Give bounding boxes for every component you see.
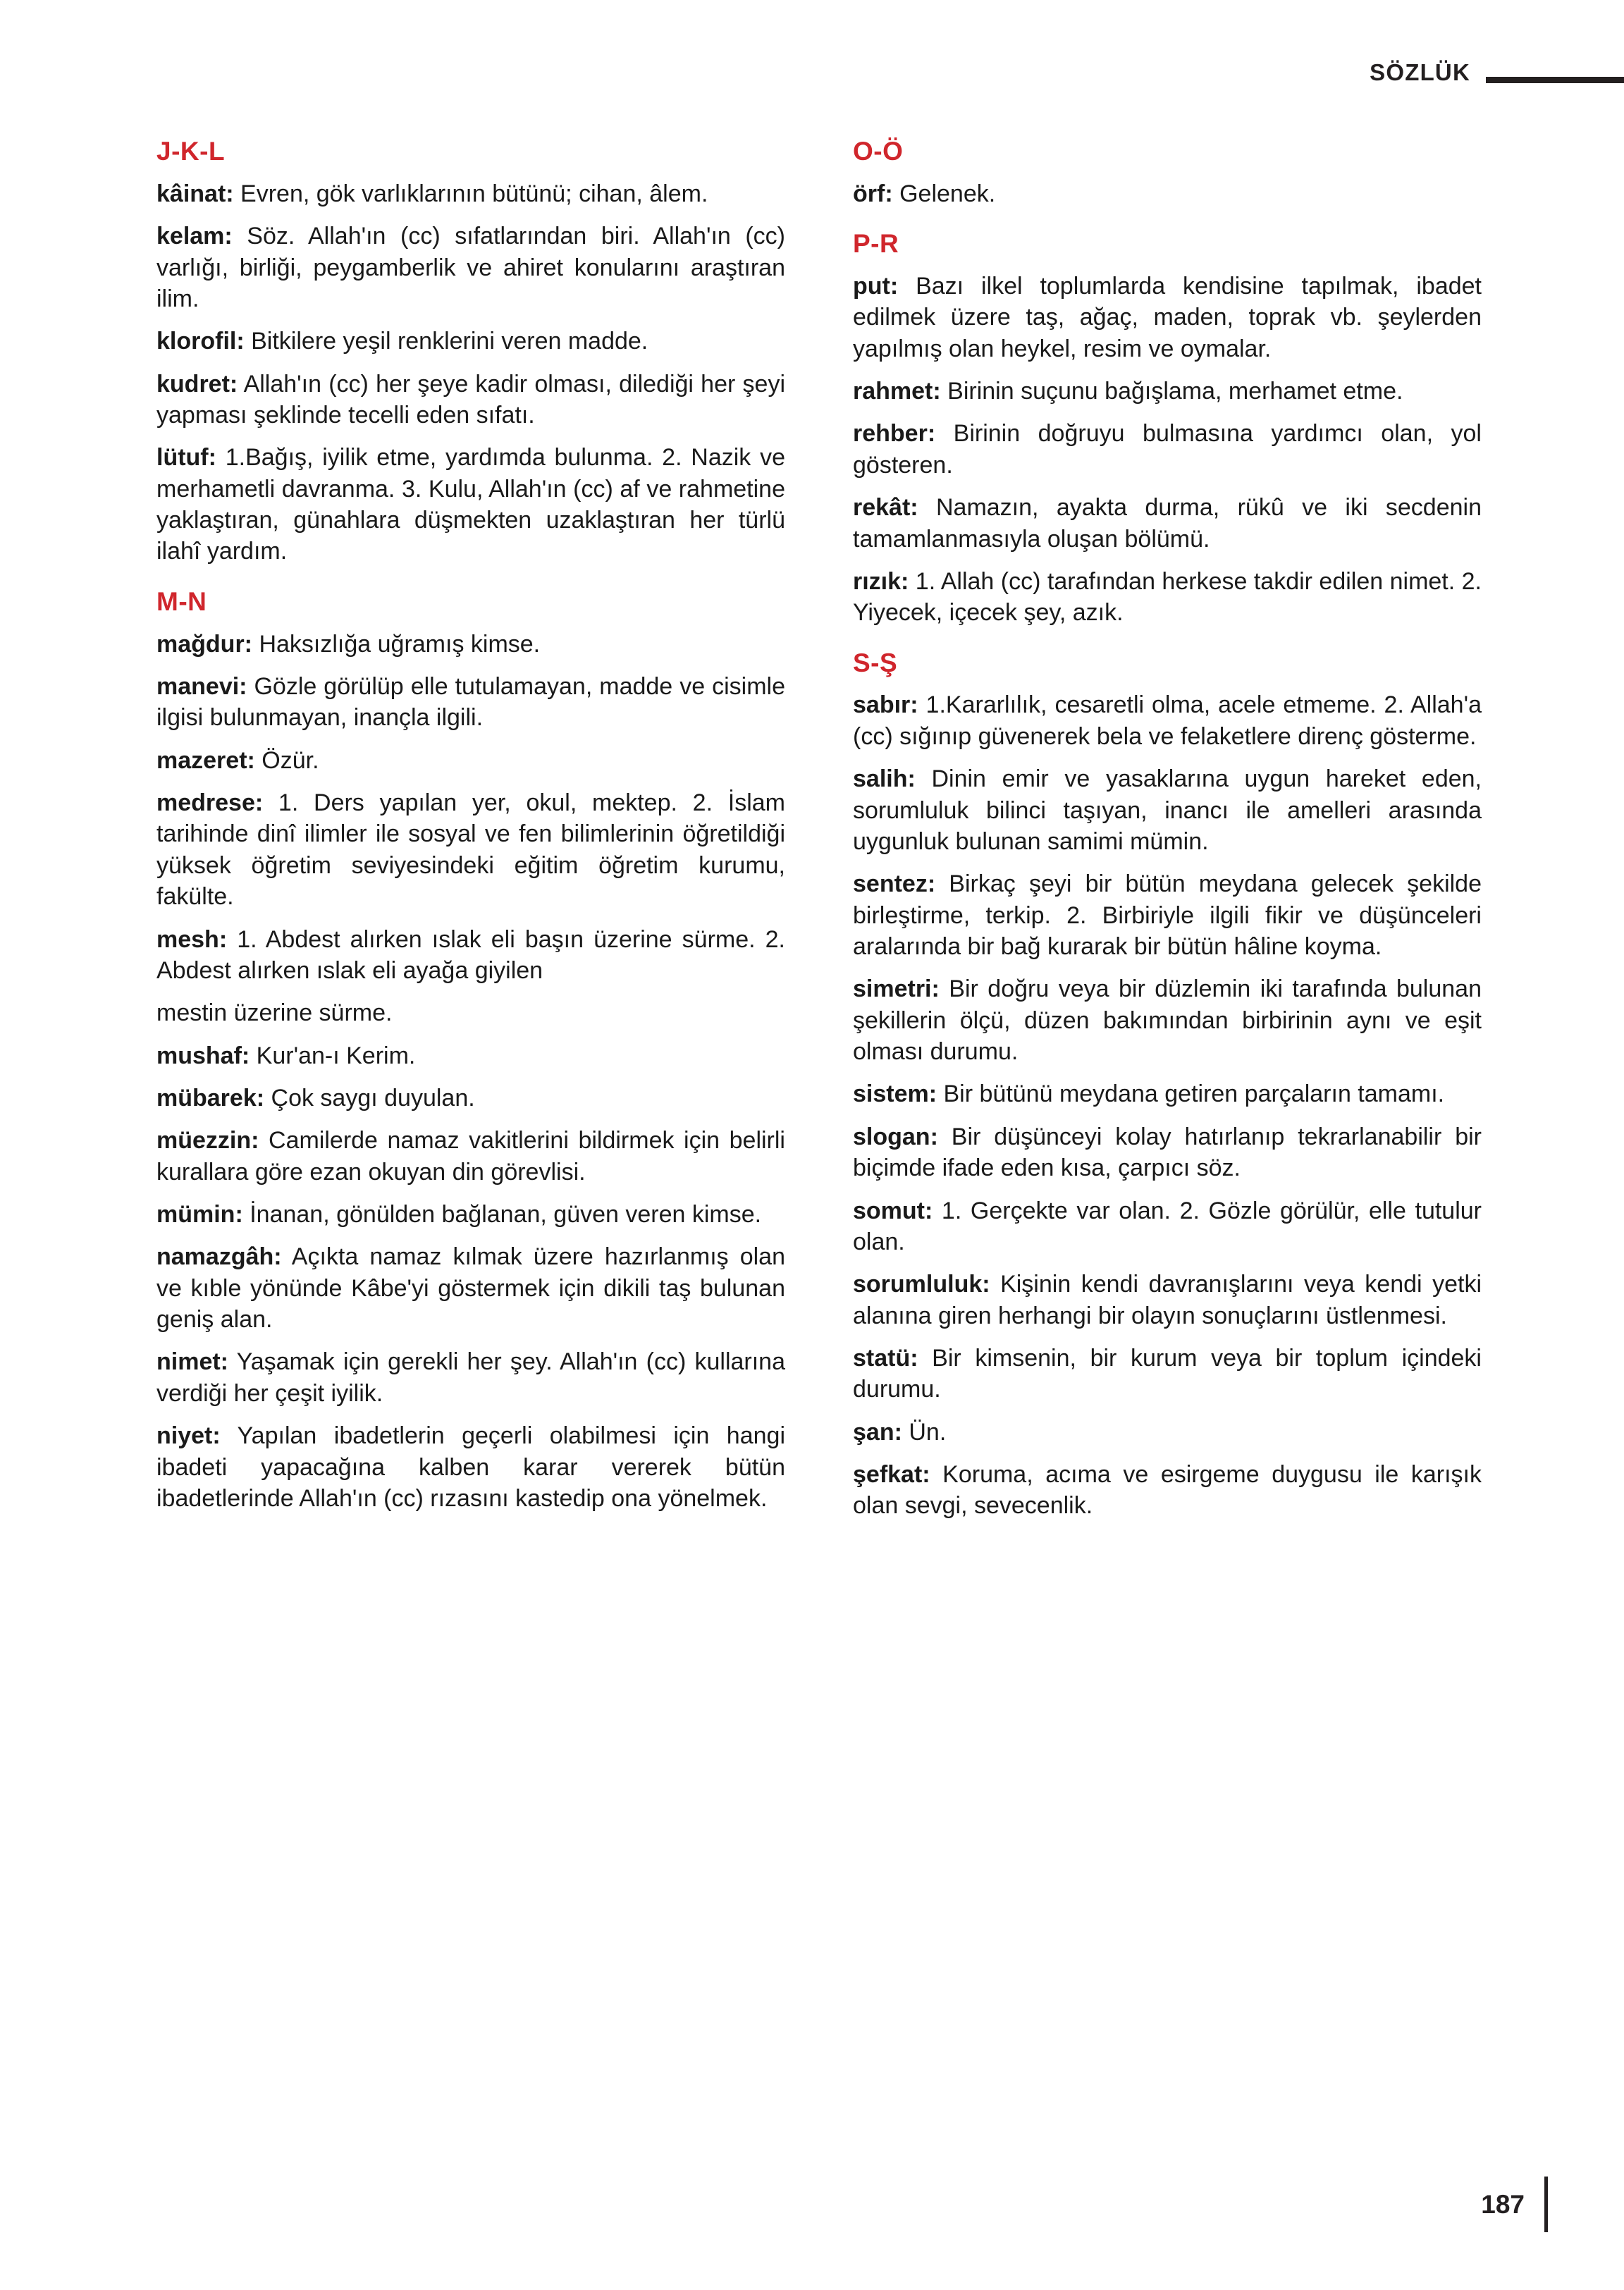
dictionary-entry xyxy=(156,1040,785,1071)
dictionary-entry xyxy=(156,326,785,357)
entry-term: somut: xyxy=(853,1197,933,1224)
entry-term: klorofil: xyxy=(156,328,245,355)
entry-term: rehber: xyxy=(853,420,936,448)
dictionary-entry xyxy=(156,1241,785,1335)
folio-rule xyxy=(1544,2177,1548,2232)
entry-definition: Yaşamak için gerekli her şey. Allah'ın (cc) kullarına verdiği her çeşit iyilik. xyxy=(156,1348,785,1407)
dictionary-entry xyxy=(853,1343,1482,1405)
entry-term: statü: xyxy=(853,1344,918,1372)
entry-term: şan: xyxy=(853,1418,902,1446)
entry-term: medrese: xyxy=(156,789,264,817)
entry-term: mushaf: xyxy=(156,1042,250,1069)
dictionary-entry xyxy=(156,671,785,734)
entry-definition: Söz. Allah'ın (cc) sıfatlarından biri. Allah'ın (cc) varlığı, birliği, peygamberlik ve ahiret konularını araştıran ilim. xyxy=(156,223,785,312)
dictionary-entry xyxy=(853,271,1482,364)
entry-term: mağdur: xyxy=(156,630,252,658)
dictionary-entry xyxy=(853,1078,1482,1109)
entry-definition: Ün. xyxy=(902,1418,947,1446)
entry-definition: Bazı ilkel toplumlarda kendisine tapılmak, ibadet edilmek üzere taş, ağaç, maden, toprak vb. şeylerden yapılmış olan heykel, resim ve oymalar. xyxy=(853,273,1482,362)
entry-definition: Haksızlığa uğramış kimse. xyxy=(252,630,541,658)
entry-term: kâinat: xyxy=(156,180,234,207)
entry-term: lütuf: xyxy=(156,444,216,472)
dictionary-entry xyxy=(156,1420,785,1514)
entry-term: salih: xyxy=(853,765,916,793)
entry-definition: 1. Gerçekte var olan. 2. Gözle görülür, elle tutulur olan. xyxy=(853,1197,1482,1255)
dictionary-entry xyxy=(156,442,785,567)
dictionary-entry xyxy=(156,997,785,1028)
entry-term: kudret: xyxy=(156,370,238,398)
entry-term: simetri: xyxy=(853,975,940,1003)
dictionary-entry xyxy=(156,745,785,776)
entry-definition: Allah'ın (cc) her şeye kadir olması, dilediği her şeyi yapması şeklinde tecelli eden sıfatı. xyxy=(156,370,785,429)
dictionary-entry xyxy=(853,178,1482,209)
entry-definition: Namazın, ayakta durma, rükû ve iki secdenin tamamlanmasıyla oluşan bölümü. xyxy=(853,494,1482,553)
dictionary-entry xyxy=(853,418,1482,481)
entry-definition: Birinin doğruyu bulmasına yardımcı olan, yol gösteren. xyxy=(853,420,1482,479)
dictionary-entry xyxy=(853,1459,1482,1522)
entry-term: slogan: xyxy=(853,1123,938,1150)
section-heading: O-Ö xyxy=(853,137,904,166)
page-folio xyxy=(1481,2177,1548,2232)
entry-definition: 1.Kararlılık, cesaretli olma, acele etmeme. 2. Allah'a (cc) sığınıp güvenerek bela ve felaketlere direnç gösterme. xyxy=(853,691,1482,750)
entry-definition: Gözle görülüp elle tutulamayan, madde ve cisimle ilgisi bulunmayan, inançla ilgili. xyxy=(156,673,785,732)
section-heading: M-N xyxy=(156,586,207,616)
entry-term: rızık: xyxy=(853,567,909,595)
entry-term: sentez: xyxy=(853,870,936,898)
dictionary-entry xyxy=(853,868,1482,962)
entry-term: şefkat: xyxy=(853,1461,930,1489)
entry-definition: Bir düşünceyi kolay hatırlanıp tekrarlanabilir bir biçimde ifade eden kısa, çarpıcı söz. xyxy=(853,1123,1482,1182)
dictionary-entry xyxy=(156,1199,785,1230)
entry-definition: 1. Allah (cc) tarafından herkese takdir edilen nimet. 2. Yiyecek, içecek şey, azık. xyxy=(853,567,1482,627)
text-columns xyxy=(156,138,1482,1522)
dictionary-entry xyxy=(853,492,1482,555)
entry-definition: Bir bütünü meydana getiren parçaların tamamı. xyxy=(937,1081,1445,1108)
entry-term: mübarek: xyxy=(156,1084,265,1112)
entry-definition: Bir doğru veya bir düzlemin iki tarafında bulunan şekillerin ölçü, düzen bakımından birbirinin aynı ve eşit olması durumu. xyxy=(853,975,1482,1066)
entry-term: nimet: xyxy=(156,1348,228,1376)
entry-definition: Evren, gök varlıklarının bütünü; cihan, âlem. xyxy=(233,180,708,207)
entry-term: mümin: xyxy=(156,1201,243,1229)
entry-term: rahmet: xyxy=(853,378,941,405)
dictionary-entry xyxy=(853,973,1482,1067)
entry-definition: Yapılan ibadetlerin geçerli olabilmesi için hangi ibadeti yapacağına kalben karar vererek bütün ibadetlerinde Allah'ın (cc) rızasını kastedip ona yönelmek. xyxy=(156,1422,785,1512)
entry-definition: Bir kimsenin, bir kurum veya bir toplum içindeki durumu. xyxy=(853,1344,1482,1403)
dictionary-entry xyxy=(156,1125,785,1188)
entry-definition: Kur'an-ı Kerim. xyxy=(250,1042,416,1069)
dictionary-entry xyxy=(156,924,785,987)
dictionary-entry xyxy=(853,763,1482,857)
entry-term: sabır: xyxy=(853,691,918,719)
entry-definition: Gelenek. xyxy=(892,180,996,207)
section-heading: P-R xyxy=(853,229,899,259)
entry-term: sistem: xyxy=(853,1081,937,1108)
page-number: 187 xyxy=(1481,2190,1525,2219)
column-left xyxy=(156,138,785,1522)
entry-definition: mestin üzerine sürme. xyxy=(156,999,393,1027)
entry-term: mazeret: xyxy=(156,746,255,774)
entry-term: put: xyxy=(853,273,899,300)
entry-definition: Çok saygı duyulan. xyxy=(264,1084,475,1112)
dictionary-entry xyxy=(853,1195,1482,1258)
entry-term: örf: xyxy=(853,180,893,207)
dictionary-entry xyxy=(156,369,785,431)
column-right xyxy=(853,138,1482,1522)
entry-definition: Bitkilere yeşil renklerini veren madde. xyxy=(244,328,648,355)
entry-definition: Koruma, acıma ve esirgeme duygusu ile karışık olan sevgi, sevecenlik. xyxy=(853,1461,1482,1520)
entry-term: rekât: xyxy=(853,494,918,522)
dictionary-entry xyxy=(853,1121,1482,1184)
entry-definition: Kişinin kendi davranışlarını veya kendi yetki alanına giren herhangi bir olayın sonuçlarını üstlenmesi. xyxy=(853,1271,1482,1329)
entry-definition: 1. Abdest alırken ıslak eli başın üzerine sürme. 2. Abdest alırken ıslak eli ayağa giyilen xyxy=(156,925,785,984)
entry-term: mesh: xyxy=(156,925,228,953)
entry-term: sorumluluk: xyxy=(853,1271,990,1298)
dictionary-entry xyxy=(853,566,1482,629)
entry-term: manevi: xyxy=(156,673,247,700)
running-head-title: SÖZLÜK xyxy=(1370,59,1470,85)
entry-definition: İnanan, gönülden bağlanan, güven veren kimse. xyxy=(242,1201,762,1229)
entry-definition: Dinin emir ve yasaklarına uygun hareket eden, sorumluluk bilinci taşıyan, inancı ile amelleri arasında uygunluk bulunan samimi mümin. xyxy=(853,765,1482,855)
entry-definition: 1. Ders yapılan yer, okul, mektep. 2. İslam tarihinde dinî ilimler ile sosyal ve fen bilimlerinin öğretildiği yüksek öğretim seviyesindeki eğitim öğretim kurumu, fakülte. xyxy=(156,789,785,911)
entry-term: kelam: xyxy=(156,223,233,250)
entry-definition: Özür. xyxy=(254,746,319,774)
dictionary-entry xyxy=(853,1269,1482,1331)
section-heading: J-K-L xyxy=(156,137,226,166)
entry-definition: Açıkta namaz kılmak üzere hazırlanmış olan ve kıble yönünde Kâbe'yi göstermek için dikili taş bulunan geniş alan. xyxy=(156,1243,785,1334)
dictionary-entry xyxy=(156,1346,785,1409)
dictionary-entry xyxy=(853,376,1482,407)
entry-definition: Camilerde namaz vakitlerini bildirmek için belirli kurallara göre ezan okuyan din görevlisi. xyxy=(156,1127,785,1186)
running-head-rule xyxy=(1486,77,1624,83)
entry-definition: 1.Bağış, iyilik etme, yardımda bulunma. 2. Nazik ve merhametli davranma. 3. Kulu, Allah'ın (cc) af ve rahmetine yaklaştıran, günahlara düşmekten uzaklaştıran her türlü ilahî yardım. xyxy=(156,444,785,565)
dictionary-entry xyxy=(156,1083,785,1114)
entry-definition: Birkaç şeyi bir bütün meydana gelecek şekilde birleştirme, terkip. 2. Birbiriyle ilgili fikir ve düşünceleri aralarında bir bağ kurarak bir bütün hâline koyma. xyxy=(853,870,1482,960)
dictionary-entry xyxy=(156,178,785,209)
entry-definition: Birinin suçunu bağışlama, merhamet etme. xyxy=(940,378,1403,405)
dictionary-entry xyxy=(156,629,785,660)
dictionary-entry xyxy=(853,1417,1482,1448)
dictionary-entry xyxy=(156,221,785,314)
dictionary-entry xyxy=(156,787,785,912)
dictionary-entry xyxy=(853,689,1482,752)
section-heading: S-Ş xyxy=(853,648,898,677)
entry-term: namazgâh: xyxy=(156,1243,282,1271)
running-head xyxy=(0,52,1624,94)
entry-term: niyet: xyxy=(156,1422,221,1450)
entry-term: müezzin: xyxy=(156,1127,259,1155)
